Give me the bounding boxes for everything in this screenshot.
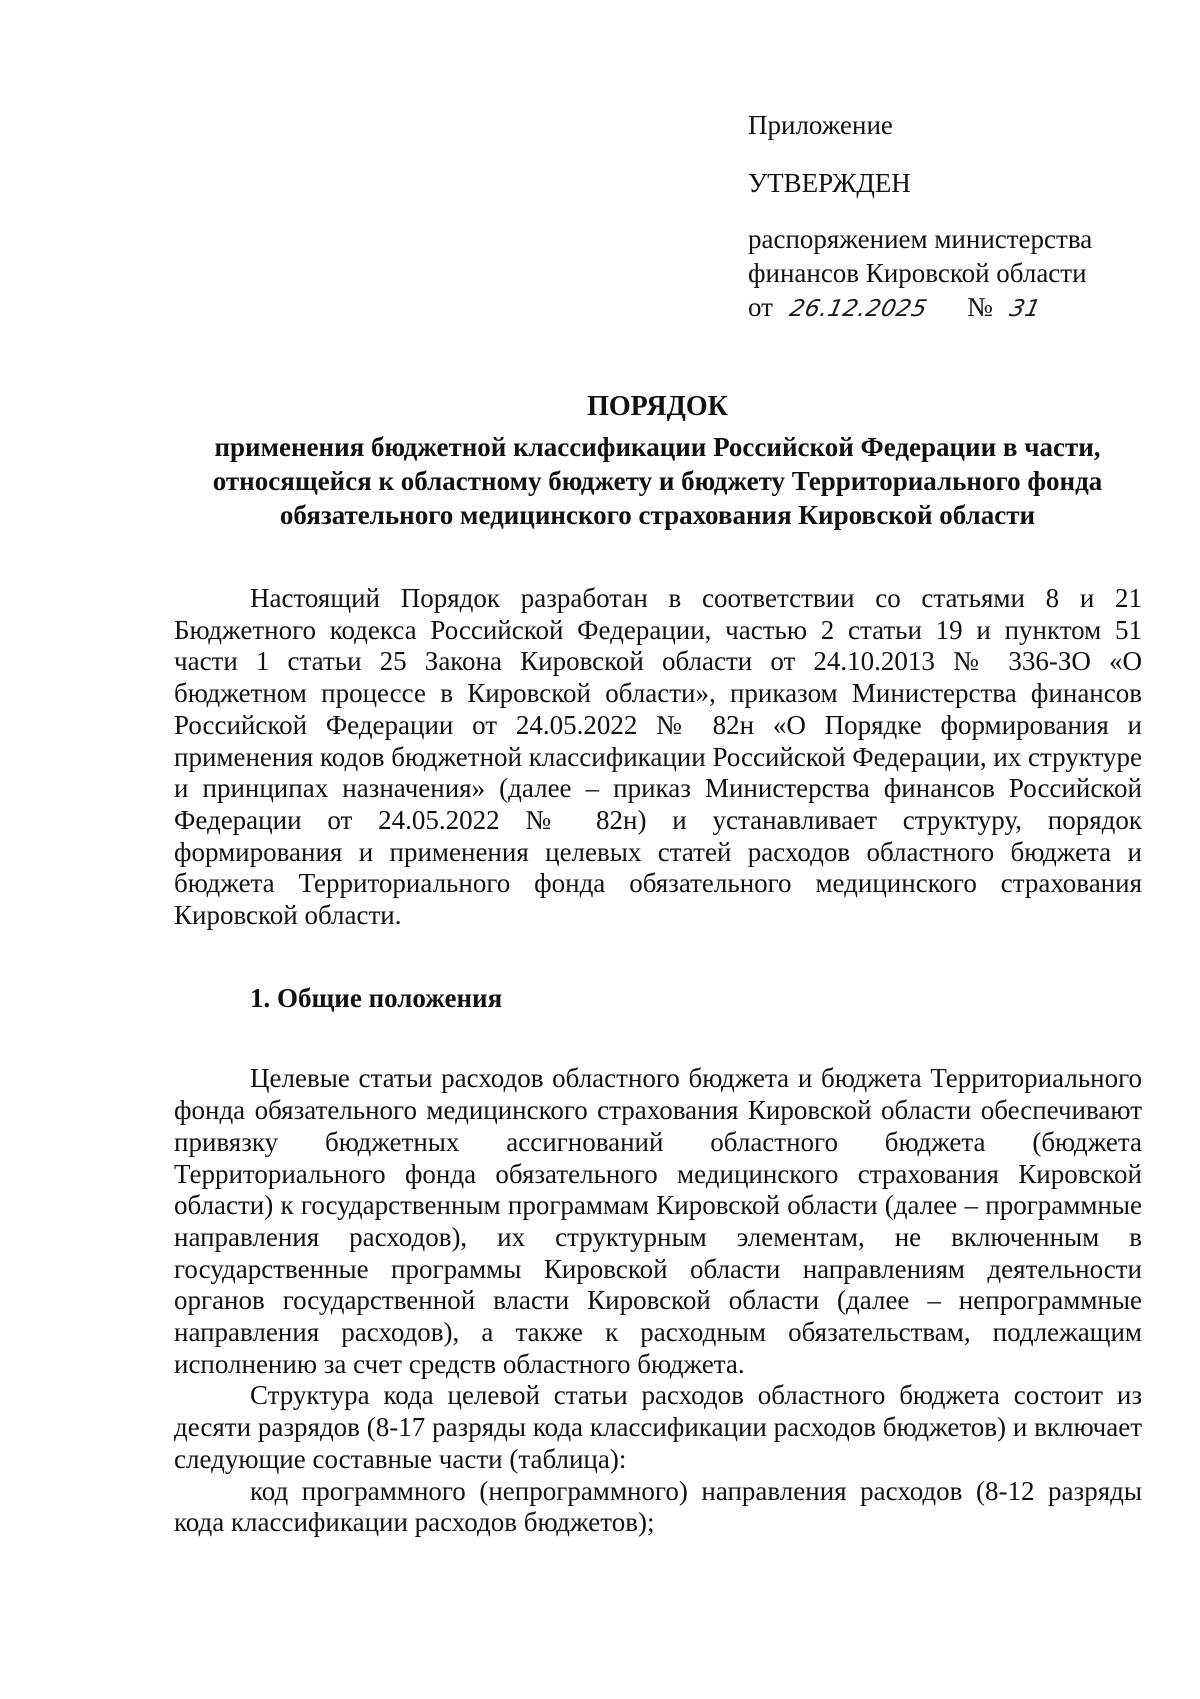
issuer-text: распоряжением министерства финансов Кировской области xyxy=(748,224,1093,288)
approved-label: УТВЕРЖДЕН xyxy=(748,168,911,198)
document-subtitle: применения бюджетной классификации Российской Федерации в части, относящейся к областному бюджету и бюджету Территориального фонда обязательного медицинского страхования Кировской области xyxy=(212,432,1103,530)
approval-header xyxy=(748,108,1148,326)
handwritten-date: 26.12.2025 xyxy=(786,296,930,322)
document-title: ПОРЯДОК xyxy=(587,391,728,422)
section-1-paragraph-1: Целевые статьи расходов областного бюджета и бюджета Территориального фонда обязательного медицинского страхования Кировской области обеспечивают привязку бюджетных ассигнований областного бюджета (бюджета Территориального фонда обязательного медицинского страхования Кировской области) к государственным программам Кировской области (далее – программные направления расходов), их структурным элементам, не включенным в государственные программы Кировской области направлениям деятельности органов государственной власти Кировской области (далее – непрограммные направления расходов), а также к расходным обязательствам, подлежащим исполнению за счет средств областного бюджета. xyxy=(174,1063,1142,1379)
document-title-block xyxy=(170,388,1145,532)
document-body xyxy=(174,583,1142,1539)
intro-paragraph: Настоящий Порядок разработан в соответствии со статьями 8 и 21 Бюджетного кодекса Российской Федерации, частью 2 статьи 19 и пунктом 51 части 1 статьи 25 Закона Кировской области от 24.10.2013 № 336-ЗО «О бюджетном процессе в Кировской области», приказом Министерства финансов Российской Федерации от 24.05.2022 № 82н «О Порядке формирования и применения кодов бюджетной классификации Российской Федерации, их структуре и принципах назначения» (далее – приказ Министерства финансов Российской Федерации от 24.05.2022 № 82н) и устанавливает структуру, порядок формирования и применения целевых статей расходов областного бюджета и бюджета Территориального фонда обязательного медицинского страхования Кировской области. xyxy=(174,583,1142,931)
number-sign: № xyxy=(967,292,993,322)
date-prefix: от xyxy=(748,292,773,322)
handwritten-number: 31 xyxy=(1006,296,1043,322)
appendix-label: Приложение xyxy=(748,110,893,140)
section-1-paragraph-2: Структура кода целевой статьи расходов областного бюджета состоит из десяти разрядов (8-17 разряды кода классификации расходов бюджетов) и включает следующие составные части (таблица): xyxy=(174,1380,1142,1474)
section-1-paragraph-3: код программного (непрограммного) направления расходов (8-12 разряды кода классификации расходов бюджетов); xyxy=(174,1475,1142,1538)
date-number-line xyxy=(748,290,1148,326)
section-1-heading: 1. Общие положения xyxy=(250,982,503,1013)
